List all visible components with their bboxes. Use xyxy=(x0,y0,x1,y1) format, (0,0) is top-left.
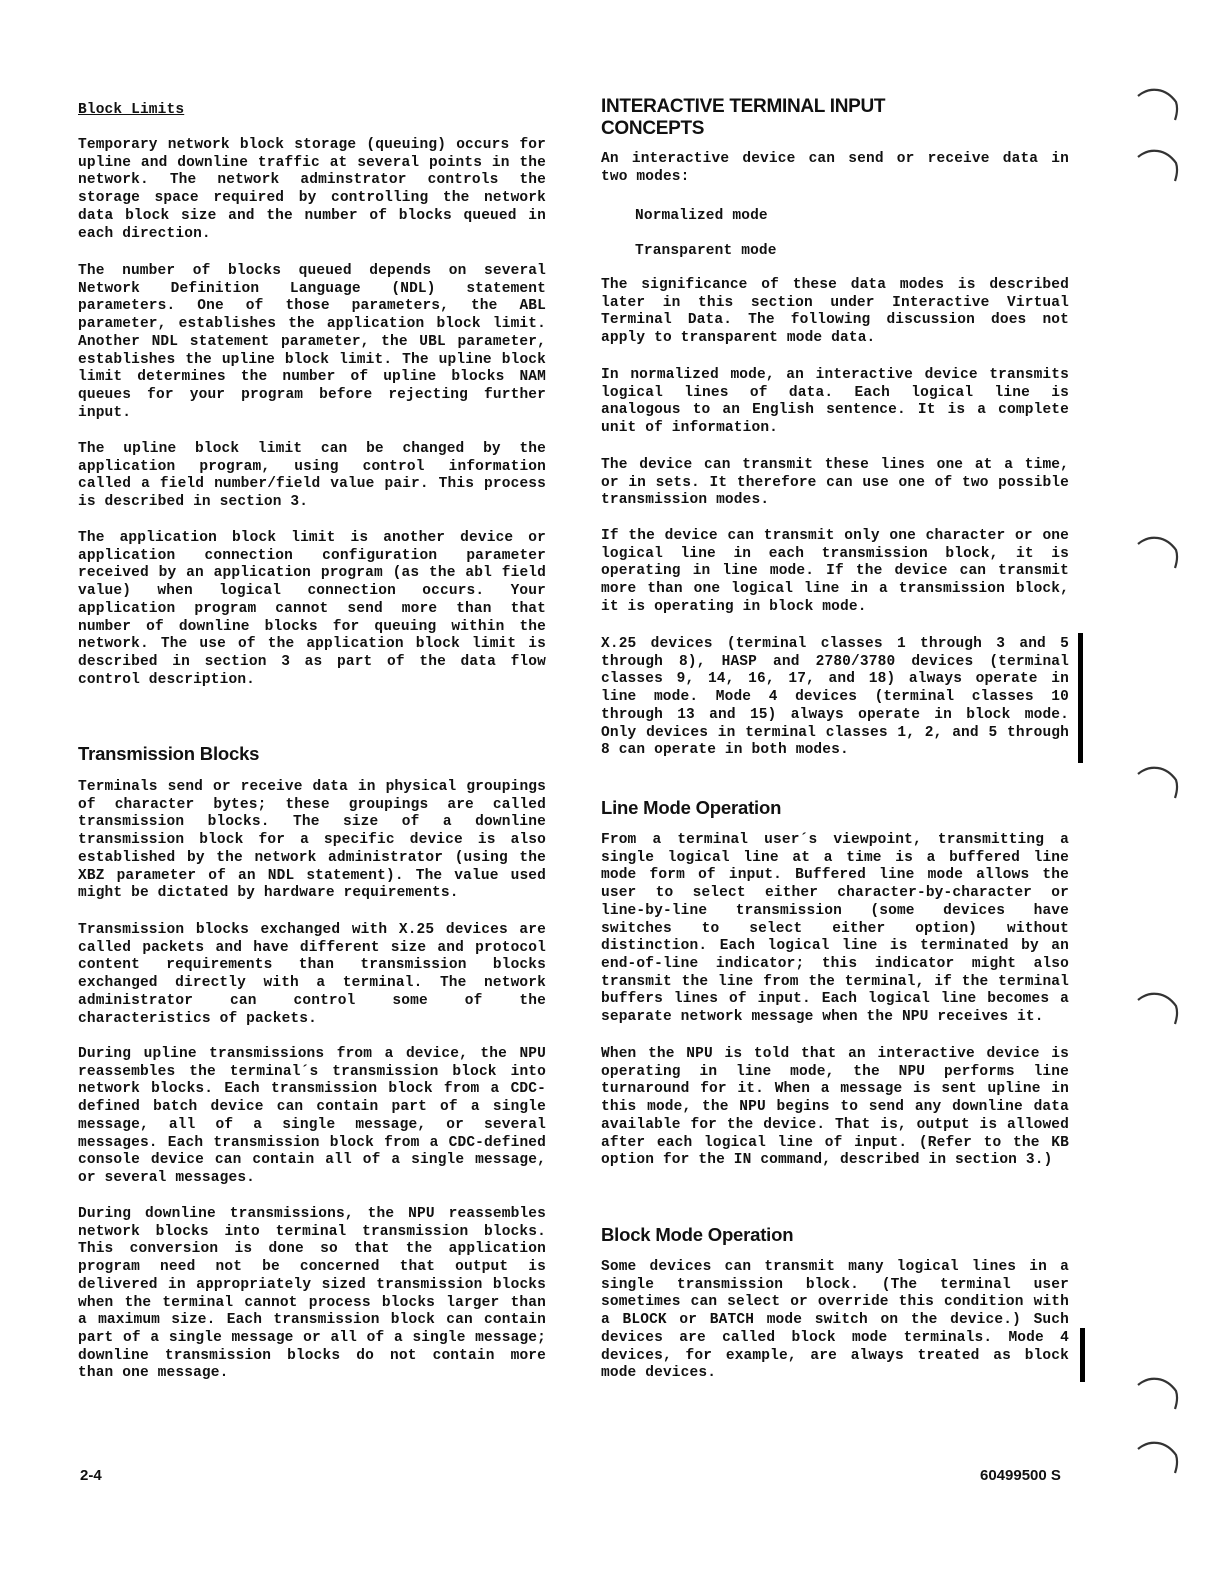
interactive-paragraph-4: The device can transmit these lines one at a time, or in sets. It therefore can use one of two possible transmission modes. xyxy=(601,457,1069,509)
transmission-blocks-paragraph-1: Terminals send or receive data in physical groupings of character bytes; these groupings are called transmission blocks. The size of a downline transmission block for a specific device is also established by the network administrator (using the XBZ parameter of an NDL statement). The value used might be dictated by hardware requirements. xyxy=(78,779,546,902)
interactive-terminal-heading-line-2: CONCEPTS xyxy=(601,118,705,139)
transmission-blocks-heading: Transmission Blocks xyxy=(78,743,260,764)
interactive-paragraph-6: X.25 devices (terminal classes 1 through 3 and 5 through 8), HASP and 2780/3780 devices (terminal classes 9, 14, 16, 17, and 18) always operate in line mode. Mode 4 devices (terminal classes 10 through 13 and 15) always operate in block mode. Only devices in terminal classes 1, 2, and 5 through 8 can operate in both modes. xyxy=(601,636,1069,759)
interactive-terminal-heading xyxy=(601,96,885,140)
interactive-paragraph-1: An interactive device can send or receive data in two modes: xyxy=(601,151,1069,185)
change-bar xyxy=(1078,633,1083,763)
interactive-paragraph-3: In normalized mode, an interactive device transmits logical lines of data. Each logical line is analogous to an English sentence. It is a complete unit of information. xyxy=(601,367,1069,437)
block-limits-paragraph-3: The upline block limit can be changed by the application program, using control information called a field number/field value pair. This process is described in section 3. xyxy=(78,441,546,511)
binder-punch-icon xyxy=(1136,1373,1180,1413)
block-limits-paragraph-4: The application block limit is another device or application connection configuration parameter received by an application program (as the abl field value) when logical connection occurs. Your application program cannot send more than that number of downline blocks for queuing within the network. The use of the application block limit is described in section 3 as part of the data flow control description. xyxy=(78,530,546,688)
transmission-blocks-paragraph-2: Transmission blocks exchanged with X.25 devices are called packets and have different size and protocol content requirements than transmission blocks exchanged directly with a terminal. The network administrator can control some of the characteristics of packets. xyxy=(78,922,546,1027)
mode-transparent: Transparent mode xyxy=(635,243,777,259)
interactive-paragraph-5: If the device can transmit only one character or one logical line in each transmission block, it is operating in line mode. If the device can transmit more than one logical line in a transmission block, it is operating in block mode. xyxy=(601,528,1069,615)
block-limits-heading: Block Limits xyxy=(78,102,185,118)
document-number: 60499500 S xyxy=(980,1467,1061,1484)
block-mode-heading: Block Mode Operation xyxy=(601,1224,794,1245)
interactive-paragraph-2: The significance of these data modes is described later in this section under Interactive Virtual Terminal Data. The following discussion does not apply to transparent mode data. xyxy=(601,277,1069,347)
line-mode-paragraph-2: When the NPU is told that an interactive device is operating in line mode, the NPU performs line turnaround for it. When a message is sent upline in this mode, the NPU begins to send any downline data available for the device. That is, output is allowed after each logical line of input. (Refer to the KB option for the IN command, described in section 3.) xyxy=(601,1046,1069,1169)
block-mode-paragraph-1: Some devices can transmit many logical lines in a single transmission block. (The terminal user sometimes can select or override this condition with a BLOCK or BATCH mode switch on the device.) Such devices are called block mode terminals. Mode 4 devices, for example, are always treated as block mode devices. xyxy=(601,1259,1069,1382)
mode-normalized: Normalized mode xyxy=(635,208,768,224)
binder-punch-icon xyxy=(1136,988,1180,1028)
block-limits-paragraph-1: Temporary network block storage (queuing) occurs for upline and downline traffic at several points in the network. The network adminstrator controls the storage space required by controlling the network data block size and the number of blocks queued in each direction. xyxy=(78,137,546,242)
block-limits-paragraph-2: The number of blocks queued depends on several Network Definition Language (NDL) statement parameters. One of those parameters, the ABL parameter, establishes the application block limit. Another NDL statement parameter, the UBL parameter, establishes the upline block limit. The upline block limit determines the number of upline blocks NAM queues for your program before rejecting further input. xyxy=(78,263,546,421)
transmission-blocks-paragraph-3: During upline transmissions from a device, the NPU reassembles the terminal´s transmission block into network blocks. Each transmission block from a CDC-defined batch device can contain part of a single message, all of a single message, or several messages. Each transmission block from a CDC-defined console device can contain all of a single message, or several messages. xyxy=(78,1046,546,1186)
interactive-terminal-heading-line-1: INTERACTIVE TERMINAL INPUT xyxy=(601,96,886,117)
page-number: 2-4 xyxy=(80,1467,102,1484)
change-bar xyxy=(1080,1328,1085,1382)
binder-punch-icon xyxy=(1136,145,1180,185)
transmission-blocks-paragraph-4: During downline transmissions, the NPU reassembles network blocks into terminal transmission blocks. This conversion is done so that the application program need not be concerned that output is delivered in appropriately sized transmission blocks when the terminal cannot process blocks larger than a maximum size. Each transmission block can contain part of a single message or all of a single message; downline transmission blocks do not contain more than one message. xyxy=(78,1206,546,1382)
binder-punch-icon xyxy=(1136,532,1180,572)
line-mode-heading: Line Mode Operation xyxy=(601,797,782,818)
binder-punch-icon xyxy=(1136,1437,1180,1477)
binder-punch-icon xyxy=(1136,762,1180,802)
binder-punch-icon xyxy=(1136,84,1180,124)
line-mode-paragraph-1: From a terminal user´s viewpoint, transmitting a single logical line at a time is a buffered line mode form of input. Buffered line mode allows the user to select either character-by-character or line-by-line transmission (some devices have switches to select either option) without distinction. Each logical line is terminated by an end-of-line indicator; this indicator might also transmit the line from the terminal, if the terminal buffers lines of input. Each logical line becomes a separate network message when the NPU receives it. xyxy=(601,832,1069,1026)
